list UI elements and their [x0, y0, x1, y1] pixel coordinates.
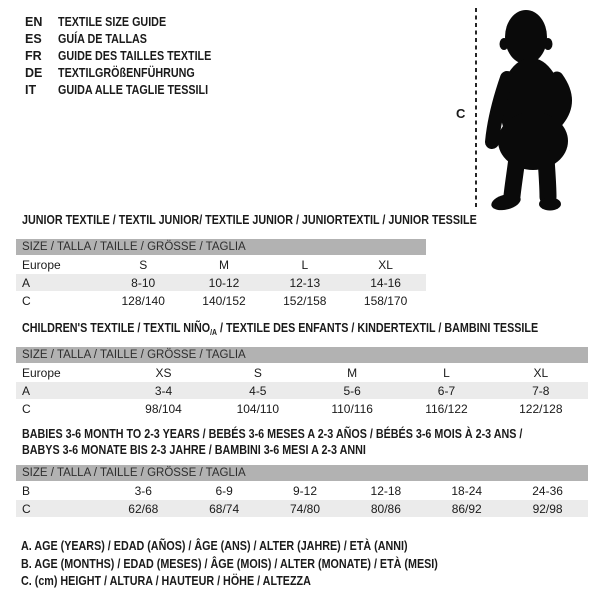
- size-header-band: [16, 347, 588, 363]
- size-cell: 62/68: [128, 501, 159, 516]
- size-cell: 128/140: [121, 293, 165, 308]
- table-title-text: [22, 320, 538, 338]
- table-row: [16, 500, 588, 517]
- footnote-row: [21, 556, 506, 574]
- size-cell: XS: [155, 365, 172, 380]
- size-cell: 86/92: [451, 501, 482, 516]
- size-cell: M: [218, 257, 229, 272]
- title-fragment: BABIES 3-6 MONTH TO 2-3 YEARS / BEBÉS 3-6 MESES A 2-3 AÑOS / BÉBÉS 3-6 MOIS À 2-3 ANS /: [22, 427, 523, 441]
- table-title-line: [22, 442, 588, 458]
- size-cell: 12-18: [370, 483, 402, 498]
- size-cell: 158/170: [363, 293, 408, 308]
- table-row: [16, 382, 588, 399]
- table-row: [16, 274, 426, 291]
- footnote-text: C. (cm) HEIGHT / ALTURA / HAUTEUR / HÖHE / ALTEZZA: [21, 574, 311, 588]
- language-code: FR: [25, 48, 42, 63]
- size-cell: 110/116: [331, 401, 373, 416]
- size-cell: 12-13: [289, 275, 321, 290]
- title-fragment: CHILDREN'S TEXTILE / TEXTIL NIÑO: [22, 321, 211, 335]
- table-title-text: [22, 212, 477, 228]
- size-cell: 18-24: [451, 483, 483, 498]
- row-label: B: [22, 483, 31, 498]
- size-cell: 80/86: [370, 501, 401, 516]
- size-cell: 3-6: [134, 483, 152, 498]
- footnotes: [21, 538, 506, 591]
- size-cell: L: [301, 257, 309, 272]
- size-cell: 98/104: [145, 401, 182, 416]
- size-cell: S: [139, 257, 148, 272]
- language-title: GUIDE DES TAILLES TEXTILE: [58, 48, 212, 63]
- language-code: DE: [25, 65, 43, 80]
- size-cell: 14-16: [370, 275, 401, 290]
- height-measure-label: C: [456, 106, 466, 121]
- size-cell: 6-7: [437, 383, 456, 398]
- row-label: Europe: [22, 257, 61, 272]
- size-cell: XL: [533, 365, 549, 380]
- size-cell: 9-12: [292, 483, 318, 498]
- table-row: [16, 482, 588, 499]
- table-row: [16, 364, 588, 381]
- table-title-line: [22, 320, 588, 336]
- toddler-silhouette-icon: [479, 6, 593, 214]
- size-cell: S: [253, 365, 262, 380]
- size-header-band: [16, 465, 588, 481]
- footnote-text: B. AGE (MONTHS) / EDAD (MESES) / ÂGE (MOIS) / ALTER (MONATE) / ETÀ (MESI): [21, 556, 438, 571]
- size-header-text: SIZE / TALLA / TAILLE / GRÖSSE / TAGLIA: [22, 467, 246, 479]
- language-title: TEXTILE SIZE GUIDE: [58, 14, 167, 29]
- size-table: [16, 212, 477, 310]
- language-title: TEXTILGRÖßENFÜHRUNG: [58, 65, 195, 80]
- language-row: [25, 13, 236, 30]
- footnote-row: [21, 573, 506, 591]
- title-subscript: /A: [210, 328, 217, 337]
- language-code: ES: [25, 31, 42, 46]
- language-code: EN: [25, 14, 43, 29]
- size-cell: 4-5: [249, 383, 267, 398]
- footnote-row: [21, 538, 506, 556]
- table-title: [16, 320, 588, 336]
- language-row: [25, 30, 236, 47]
- row-label: Europe: [22, 365, 61, 380]
- title-fragment: / TEXTILE DES ENFANTS / KINDERTEXTIL / BAMBINI TESSILE: [216, 321, 539, 335]
- table-title-line: [22, 426, 588, 442]
- size-cell: 8-10: [131, 275, 156, 290]
- size-cell: M: [347, 365, 358, 380]
- size-header-band: [16, 239, 426, 255]
- size-cell: 24-36: [532, 483, 563, 498]
- language-title: GUÍA DE TALLAS: [58, 31, 147, 46]
- language-title: GUIDA ALLE TAGLIE TESSILI: [58, 82, 209, 97]
- row-label: A: [22, 275, 31, 290]
- size-cell: 5-6: [343, 383, 361, 398]
- table-title-line: [22, 212, 477, 228]
- size-header-text: SIZE / TALLA / TAILLE / GRÖSSE / TAGLIA: [22, 241, 246, 253]
- size-cell: 152/158: [283, 293, 327, 308]
- language-code: IT: [25, 82, 37, 97]
- language-row: [25, 64, 236, 81]
- language-title-list: [25, 13, 236, 98]
- title-fragment: BABYS 3-6 MONATE BIS 2-3 JAHRE / BAMBINI 3-6 MESI A 2-3 ANNI: [22, 443, 366, 457]
- table-row: [16, 400, 588, 417]
- size-cell: 122/128: [519, 401, 563, 416]
- height-dashed-line: [475, 8, 477, 207]
- table-row: [16, 256, 426, 273]
- size-cell: 7-8: [532, 383, 550, 398]
- size-cell: 140/152: [202, 293, 246, 308]
- table-title-text: [22, 426, 522, 442]
- row-label: C: [22, 501, 31, 516]
- row-label: C: [22, 293, 31, 308]
- row-label: C: [22, 401, 31, 416]
- table-title: [16, 426, 588, 458]
- size-cell: 6-9: [215, 483, 233, 498]
- language-row: [25, 47, 236, 64]
- table-row: [16, 292, 426, 309]
- size-table: [16, 426, 588, 518]
- size-cell: 68/74: [209, 501, 240, 516]
- language-row: [25, 81, 236, 98]
- size-cell: 92/98: [532, 501, 563, 516]
- footnote-text: A. AGE (YEARS) / EDAD (AÑOS) / ÂGE (ANS) / ALTER (JAHRE) / ETÀ (ANNI): [21, 539, 408, 553]
- size-cell: 104/110: [236, 401, 280, 416]
- row-label: A: [22, 383, 31, 398]
- table-title: [16, 212, 477, 228]
- size-cell: XL: [378, 257, 393, 272]
- size-cell: 10-12: [208, 275, 240, 290]
- size-header-text: SIZE / TALLA / TAILLE / GRÖSSE / TAGLIA: [22, 349, 246, 361]
- title-fragment: JUNIOR TEXTILE / TEXTIL JUNIOR/ TEXTILE JUNIOR / JUNIORTEXTIL / JUNIOR TESSILE: [22, 213, 477, 227]
- table-title-text: [22, 442, 366, 458]
- size-cell: 3-4: [154, 383, 173, 398]
- size-table: [16, 320, 588, 418]
- size-cell: L: [443, 365, 450, 380]
- size-cell: 74/80: [289, 501, 321, 516]
- size-cell: 116/122: [425, 401, 468, 416]
